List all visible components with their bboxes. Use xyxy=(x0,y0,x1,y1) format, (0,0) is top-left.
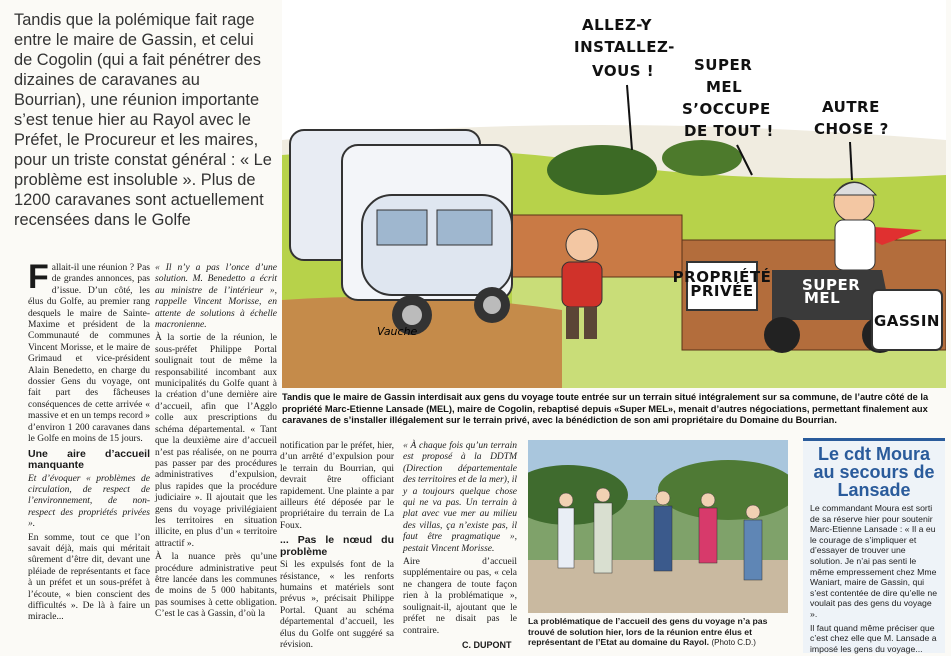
gassin-sign: GASSIN xyxy=(874,312,940,330)
box-paragraph-2: Il faut quand même préciser que c’est chez elle que M. Lansade a imposé les gens du voyage... xyxy=(810,622,937,654)
author-signature: C. DUPONT xyxy=(462,640,512,650)
bubble1-line2: INSTALLEZ- xyxy=(574,38,675,56)
bubble2-line3: S’OCCUPE xyxy=(682,100,771,118)
col4-paragraph-1: « À chaque fois qu’un terrain est proposé à la DDTM (Direction départementale des territoires et de la mer), il y a toujours quelque chose qui ne va pas. Un terrain à plat avec vue mer au milieu des villas, ça n’existe pas, il faut être pragmatique », pestait Vincent Morisse. xyxy=(403,441,517,554)
cartoon-illustration xyxy=(282,0,946,388)
article-lead: Tandis que la polémique fait rage entre le maire de Gassin, et celui de Cogolin (qui a fait pénétrer des dizaines de caravanes au Bourrian), une réunion importante s’est tenue hier au Rayol avec le Préfet, le Procureur et les maires, pour un triste constat général : « Le problème est insoluble ». Plus de 1200 caravanes sont actuellement recensées dans le Golfe xyxy=(14,11,272,229)
bubble3-line2: CHOSE ? xyxy=(814,120,889,138)
private-sign-line1: PROPRIÉTÉ xyxy=(672,268,772,286)
article-column-3 xyxy=(280,441,394,654)
artist-signature: Vauche xyxy=(377,325,418,338)
cartoon-caption: Tandis que le maire de Gassin interdisait aux gens du voyage toute entrée sur un terrain situé intégralement sur sa commune, de l’autre côté de la propriété Marc-Etienne Lansade (MEL), maire de Cogolin, rebaptisé depuis «Super MEL», menait d’autres négociations, permettant finalement aux caravanes de s’installer illégalement sur le terrain privé, avec la bénédiction de son ami propriétaire du Domaine du Bourrian. xyxy=(282,392,929,425)
article-column-1 xyxy=(28,258,150,626)
bubble2-line1: SUPER xyxy=(694,56,753,74)
scooter-label-2: MEL xyxy=(804,289,841,307)
article-column-4 xyxy=(403,441,517,639)
col4-paragraph-2: Aire d’accueil supplémentaire ou pas, « cela ne changera de toute façon rien à la problématique », soulignait-il, ajoutant que le préfet ne disait pas le contraire. xyxy=(403,557,517,636)
private-sign-line2: PRIVÉE xyxy=(690,282,754,300)
bubble1-line3: VOUS ! xyxy=(592,62,655,80)
col3-paragraph-1: notification par le préfet, hier, d’un arrêté d’expulsion pour le terrain du Bourrian, qui devrait être officiant rapidement. Une plainte a par ailleurs été déposée par le propriétaire du terrain de La Foux. xyxy=(280,441,394,531)
bubble1-line1: ALLEZ-Y xyxy=(582,16,652,34)
subhead-aire-accueil: Une aire d’accueil manquante xyxy=(28,447,150,471)
box-title: Le cdt Moura au secours de Lansade xyxy=(813,444,935,500)
col2-paragraph-3: À la nuance près qu’une procédure administrative peut être lancée dans les communes de moins de 5 000 habitants, pas soumises à cette obligation. C’est le cas à Gassin, d’où la xyxy=(155,552,277,620)
photo-credit: (Photo C.D.) xyxy=(711,638,756,647)
col3-paragraph-2: Si les expulsés font de la résistance, « les renforts humains et matériels sont prévus », précisait Philippe Portal. Quant au schéma départemental d’accueil, les élus du Golfe ont suggéré sa révision. xyxy=(280,560,394,651)
col1-paragraph-3: En somme, tout ce que l’on savait déjà, mais qui méritait sûrement d’être dit, devant une pléiade de représentants et face à un préfet et un sous-préfet à l’écoute, « bien conscient des difficultés ». De là à faire un miracle... xyxy=(28,532,150,623)
dropcap: F xyxy=(28,258,49,296)
box-paragraph-1: Le commandant Moura est sorti de sa réserve hier pour soutenir Marc-Etienne Lansade : « Il a eu le courage de s’impliquer et d’essayer de trouver une solution. Je n’ai pas senti le même empressement chez Mme Waniart, maire de Gassin, qui s’est contentée de dire qu’elle ne voulait pas des gens du voyage ». xyxy=(810,503,938,619)
photo-caption-text: La problématique de l’accueil des gens du voyage n’a pas trouvé de solution hier, lors de la réunion entre élus et représentant de l’Etat au domaine du Rayol. xyxy=(528,616,768,647)
col2-paragraph-2: À la sortie de la réunion, le sous-préfet Philippe Portal soulignait tout de même la responsabilité incombant aux municipalités du Golfe quant à la création d’une dernière aire d’accueil, afin que l’Agglo colle aux prescriptions du schéma départemental. « Tant que la deuxième aire d’accueil n’est pas réalisée, on ne pourra pas passer par des procédures administratives d’expulsion, plus rapides que la procédure judiciaire ». Il ajoutait que les gens du voyage privilégiaient les territoires en situation illicite, en plus d’un « territoire attractif ». xyxy=(155,333,277,549)
bubble2-line2: MEL xyxy=(706,78,743,96)
col1-paragraph-1: allait-il une réunion ? Pas de grandes annonces, pas d’issue. D’un côté, les élus du Golfe, au premier rang desquels le maire de Sainte-Maxime et président de la Communauté de communes Vincent Morisse, et le maire de Grimaud et vice-président Alain Benedetto, en charge du dossier Gens du voyage, ont fait part des fâcheuses conséquences de cette arrivée « massive et en un temps record » d’environ 1 200 caravanes dans le Golfe en moins de 15 jours. xyxy=(28,263,150,445)
subhead-noeud: ... Pas le nœud du problème xyxy=(280,534,394,558)
bubble3-line1: AUTRE xyxy=(822,98,880,116)
sidebar-box xyxy=(803,438,945,653)
article-column-2 xyxy=(155,263,277,623)
scooter-label-1: SUPER xyxy=(802,276,861,294)
photo-caption xyxy=(528,616,788,649)
col1-paragraph-2: Et d’évoquer « problèmes de circulation, de respect de l’environnement, de non-respect des propriétés privées ». xyxy=(28,473,150,530)
col2-paragraph-1: « Il n’y a pas l’once d’une solution. M. Benedetto a écrit au ministre de l’intérieur », rappelle Vincent Morisse, en attente de solutions à échelle macronienne. xyxy=(155,263,277,331)
bubble2-line4: DE TOUT ! xyxy=(684,122,774,140)
meeting-photo xyxy=(528,440,788,613)
